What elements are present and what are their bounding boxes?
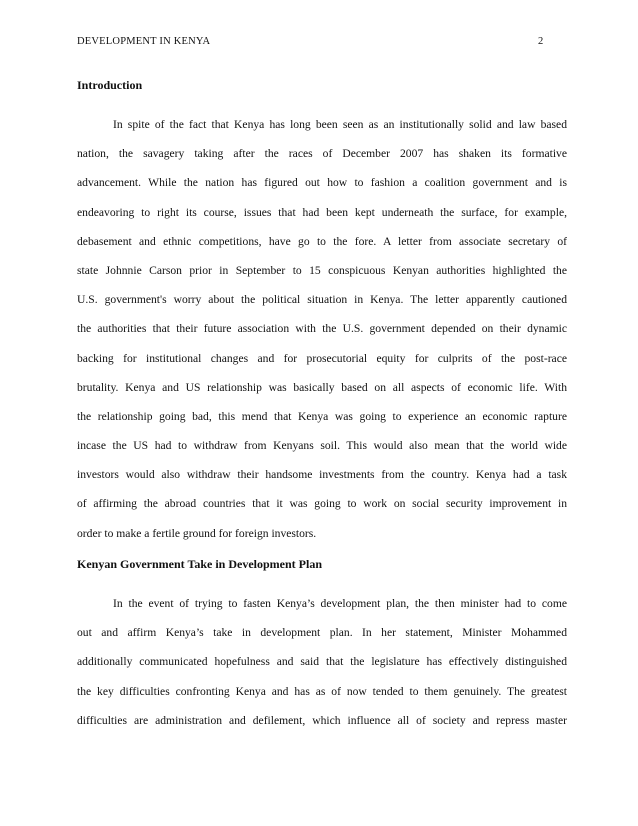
paragraph-line: debasement and ethnic competitions, have go to the fore. A letter from associate secretary of: [77, 234, 567, 248]
introduction-paragraph: [77, 118, 567, 556]
paragraph-line: brutality. Kenya and US relationship was basically based on all aspects of economic life. With: [77, 380, 567, 394]
running-head: DEVELOPMENT IN KENYA: [77, 36, 211, 47]
paragraph-line: of affirming the abroad countries that it was going to work on social security improvement in: [77, 497, 567, 511]
paragraph-line: the key difficulties confronting Kenya and has as of now tended to them genuinely. The greatest: [77, 684, 567, 698]
paragraph-line: In the event of trying to fasten Kenya’s development plan, the then minister had to come: [113, 597, 567, 610]
paragraph-line: In spite of the fact that Kenya has long been seen as an institutionally solid and law based: [113, 118, 567, 131]
paragraph-line: the authorities that their future association with the U.S. government depended on their dynamic: [77, 322, 567, 336]
paragraph-line: investors would also withdraw their handsome investments from the country. Kenya had a task: [77, 468, 567, 482]
paragraph-line: backing for institutional changes and for prosecutorial equity for culprits of the post-race: [77, 351, 567, 365]
paragraph-line: incase the US had to withdraw from Kenyans soil. This would also mean that the world wide: [77, 439, 567, 453]
section-heading-introduction: Introduction: [77, 78, 143, 92]
paragraph-line: difficulties are administration and defilement, which influence all of society and repress master: [77, 713, 567, 727]
paragraph-line: U.S. government's worry about the political situation in Kenya. The letter apparently cautioned: [77, 293, 567, 307]
paragraph-line: state Johnnie Carson prior in September to 15 conspicuous Kenyan authorities highlighted the: [77, 263, 567, 277]
paragraph-line: advancement. While the nation has figured out how to fashion a coalition government and is: [77, 176, 567, 190]
section-heading-development-plan: Kenyan Government Take in Development Plan: [77, 557, 323, 571]
paragraph-line: the relationship going bad, this mend that Kenya was going to experience an economic rapture: [77, 409, 567, 423]
paragraph-line: endeavoring to right its course, issues that had been kept underneath the surface, for example,: [77, 205, 567, 219]
paragraph-line: additionally communicated hopefulness and said that the legislature has effectively distinguished: [77, 655, 567, 669]
development-plan-paragraph: [77, 597, 567, 743]
paragraph-line: order to make a fertile ground for foreign investors.: [77, 526, 317, 540]
page-number: 2: [538, 36, 544, 47]
paragraph-line: nation, the savagery taking after the races of December 2007 has shaken its formative: [77, 147, 567, 161]
paragraph-line: out and affirm Kenya’s take in development plan. In her statement, Minister Mohammed: [77, 626, 567, 640]
